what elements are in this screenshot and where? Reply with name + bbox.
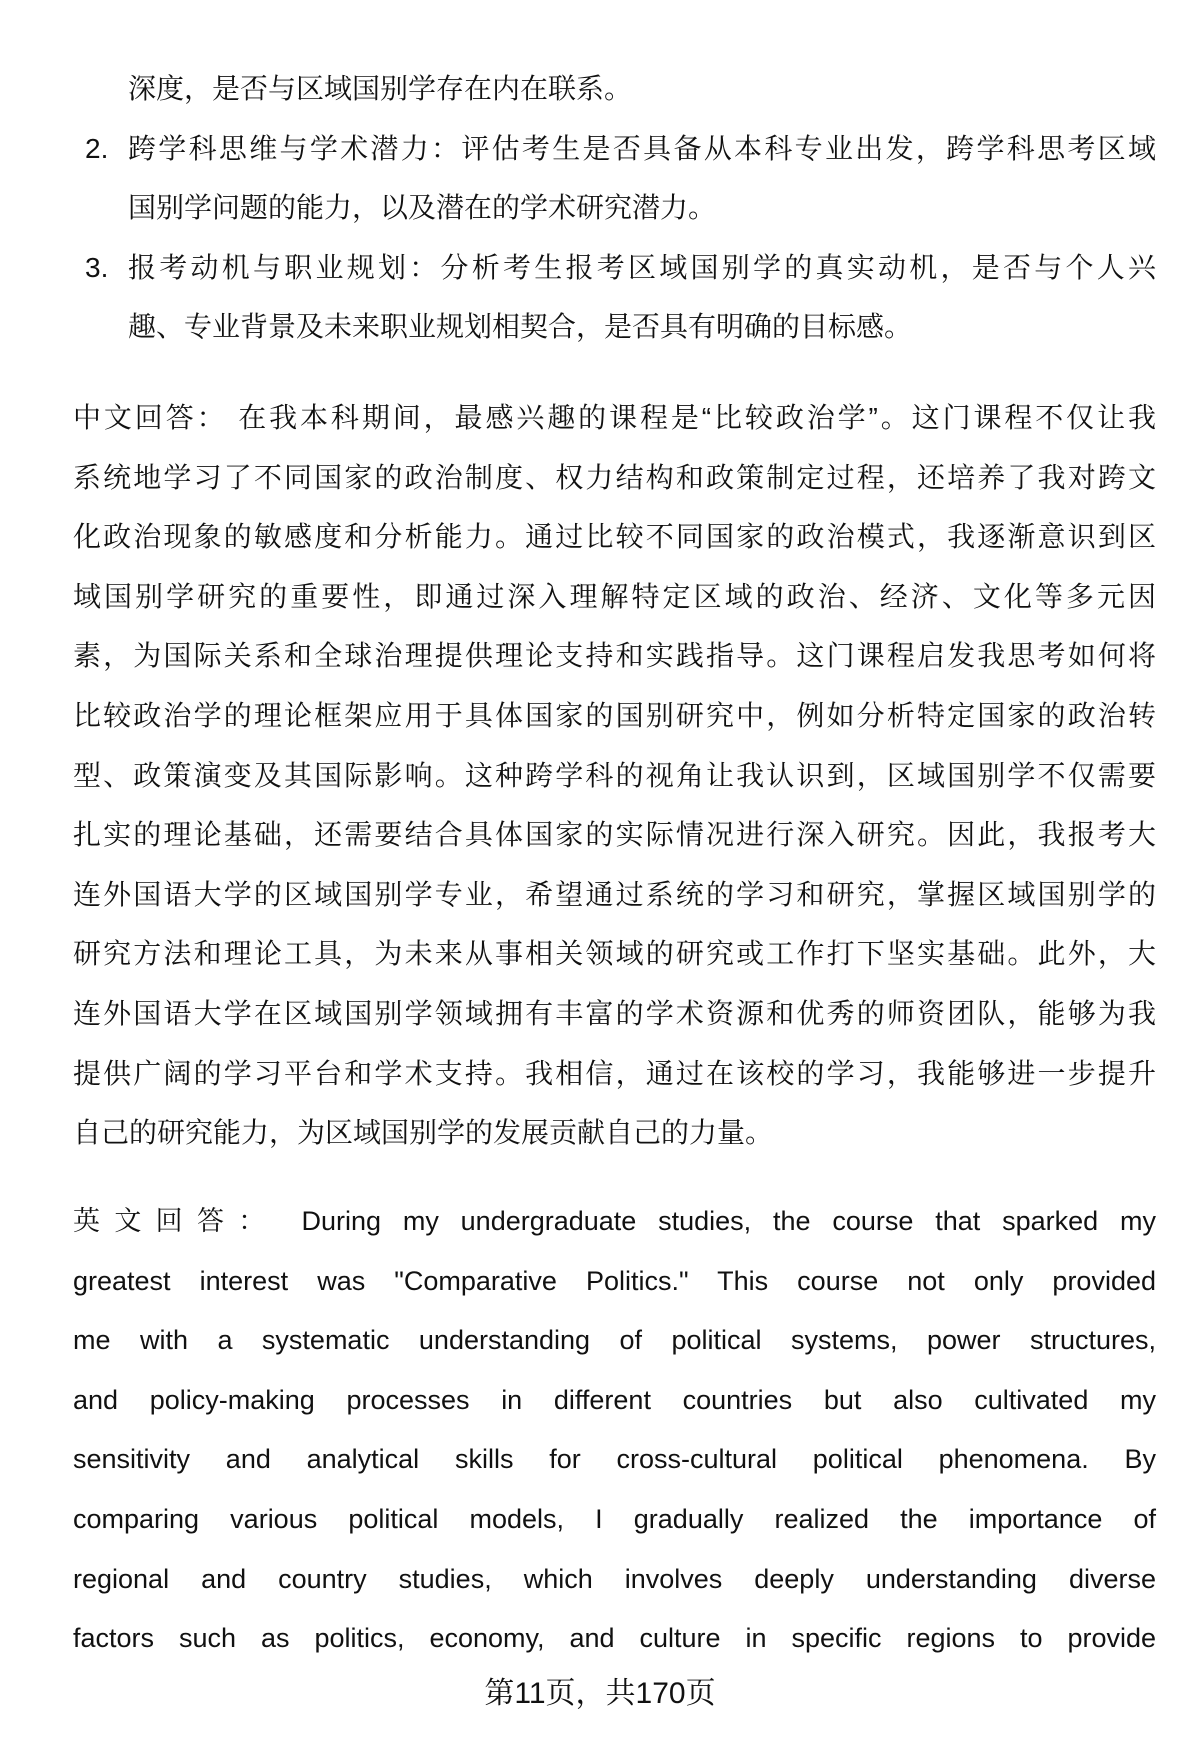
list-item-1-tail: 深度，是否与区域国别学存在内在联系。 [128,73,633,104]
list-item-3 [73,238,1156,357]
paragraph-line: 研究方法和理论工具，为未来从事相关领域的研究或工作打下坚实基础。此外，大 [73,938,1156,970]
paragraph-line: 比较政治学的理论框架应用于具体国家的国别研究中，例如分析特定国家的政治转 [73,699,1156,731]
paragraph-line: factors such as politics, economy, and culture in specific regions to provide [73,1623,1156,1654]
list-line: 报考动机与职业规划：分析考生报考区域国别学的真实动机，是否与个人兴 [128,251,1156,283]
paragraph-line: sensitivity and analytical skills for cross-cultural political phenomena. By [73,1444,1156,1475]
paragraph-line: 素，为国际关系和全球治理提供理论支持和实践指导。这门课程启发我思考如何将 [73,640,1156,672]
evaluation-list [73,59,1156,357]
list-line: 跨学科思维与学术潜力：评估考生是否具备从本科专业出发，跨学科思考区域 [128,132,1156,164]
paragraph-line: 英文回答： During my undergraduate studies, the course that sparked my [73,1206,1156,1236]
paragraph-line: and policy-making processes in different countries but also cultivated my [73,1384,1156,1415]
paragraph-line: comparing various political models, I gradually realized the importance of [73,1503,1156,1534]
paragraph-line: 化政治现象的敏感度和分析能力。通过比较不同国家的政治模式，我逐渐意识到区 [73,521,1156,553]
paragraph-line: 自己的研究能力，为区域国别学的发展贡献自己的力量。 [73,1117,774,1149]
paragraph-line: me with a systematic understanding of political systems, power structures, [73,1325,1156,1356]
paragraph-line: greatest interest was "Comparative Politics." This course not only provided [73,1265,1156,1296]
list-number: 2. [85,132,109,164]
paragraph-line: regional and country studies, which involves deeply understanding diverse [73,1563,1156,1594]
list-line: 趣、专业背景及未来职业规划相契合，是否具有明确的目标感。 [128,311,913,343]
english-answer [73,1192,1156,1669]
page-number: 第11页，共170页 [484,1677,716,1710]
paragraph-line: 系统地学习了不同国家的政治制度、权力结构和政策制定过程，还培养了我对跨文 [73,461,1156,493]
paragraph-line: 域国别学研究的重要性，即通过深入理解特定区域的政治、经济、文化等多元因 [73,580,1156,612]
paragraph-line: 中文回答： 在我本科期间，最感兴趣的课程是“比较政治学”。这门课程不仅让我 [73,402,1156,433]
paragraph-line: 扎实的理论基础，还需要结合具体国家的实际情况进行深入研究。因此，我报考大 [73,819,1156,851]
paragraph-line: 型、政策演变及其国际影响。这种跨学科的视角让我认识到，区域国别学不仅需要 [73,759,1156,791]
paragraph-line: 连外国语大学在区域国别学领域拥有丰富的学术资源和优秀的师资团队，能够为我 [73,997,1156,1029]
paragraph-line: 连外国语大学的区域国别学专业，希望通过系统的学习和研究，掌握区域国别学的 [73,878,1156,910]
chinese-answer [73,388,1156,1163]
list-item-2 [73,119,1156,238]
list-line: 国别学问题的能力，以及潜在的学术研究潜力。 [128,192,717,224]
list-number: 3. [85,251,109,283]
paragraph-line: 提供广阔的学习平台和学术支持。我相信，通过在该校的学习，我能够进一步提升 [73,1057,1156,1089]
